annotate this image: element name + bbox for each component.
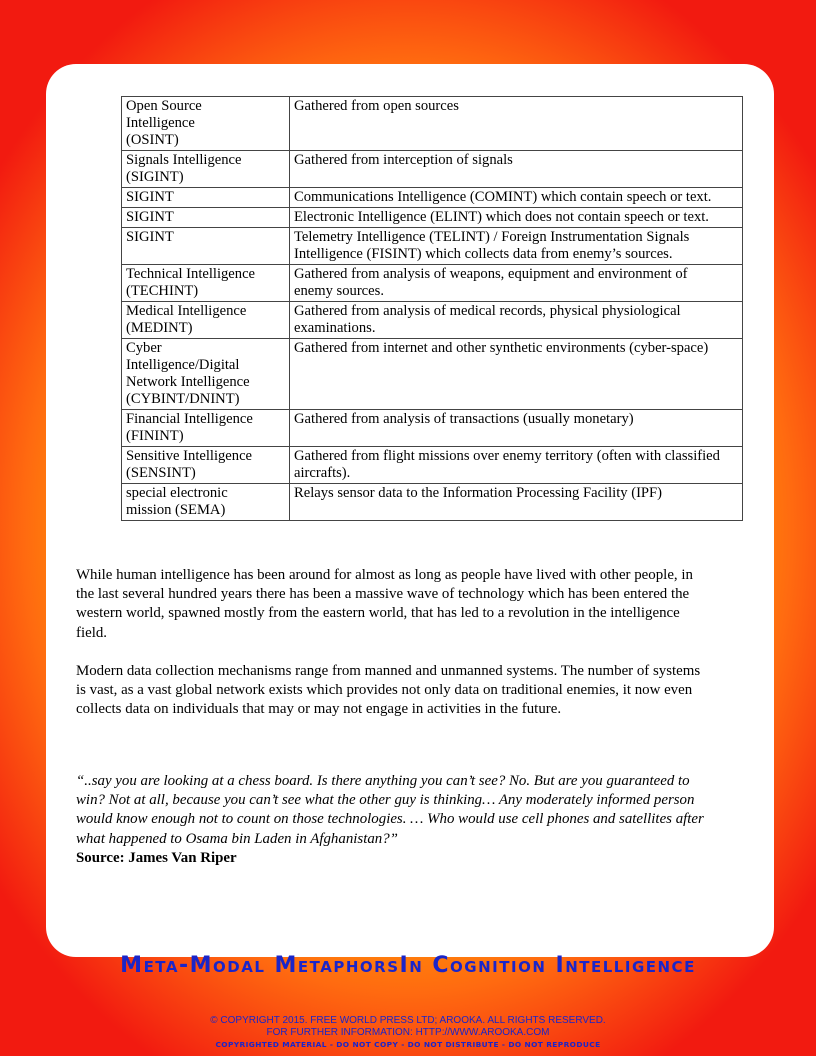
table-cell-type: Cyber Intelligence/Digital Network Intelligence (CYBINT/DNINT) — [122, 339, 290, 410]
quote-text: “..say you are looking at a chess board. Is there anything you can’t see? No. But are you guaranteed to win? Not at all, because you can’t see what the other guy is thinking… Any moderately informed person would know enough not to count on those technologies. … Who would use cell phones and satellites after what happened to Osama bin Laden in Afghanistan?” — [76, 773, 704, 847]
table-row — [122, 97, 743, 151]
table-row — [122, 339, 743, 410]
table-row — [122, 484, 743, 521]
table-cell-type: SIGINT — [122, 228, 290, 265]
table-cell-description: Gathered from open sources — [290, 97, 743, 151]
table-cell-type: Signals Intelligence (SIGINT) — [122, 151, 290, 188]
table-cell-description: Gathered from interception of signals — [290, 151, 743, 188]
table-cell-type: Sensitive Intelligence (SENSINT) — [122, 447, 290, 484]
table-cell-description: Gathered from internet and other synthetic environments (cyber-space) — [290, 339, 743, 410]
quote-source: Source: James Van Riper — [76, 849, 237, 866]
table-cell-type: Financial Intelligence (FININT) — [122, 410, 290, 447]
body-paragraph: Modern data collection mechanisms range from manned and unmanned systems. The number of systems is vast, as a vast global network exists which provides not only data on traditional enemies, it now even collects data on individuals that may or may not engage in activities in the future. — [76, 663, 701, 718]
table-row — [122, 302, 743, 339]
footer-title: Meta-Modal MetaphorsIn Cognition Intelligence — [120, 953, 696, 978]
table-row — [122, 410, 743, 447]
footer-notice: COPYRIGHTED MATERIAL - DO NOT COPY - DO NOT DISTRIBUTE - DO NOT REPRODUCE — [215, 1040, 601, 1049]
footer-copyright: © COPYRIGHT 2015. FREE WORLD PRESS LTD; AROOKA. ALL RIGHTS RESERVED. — [210, 1015, 606, 1026]
table-cell-type: special electronic mission (SEMA) — [122, 484, 290, 521]
table-cell-description: Gathered from analysis of medical records, physical physiological examinations. — [290, 302, 743, 339]
table-cell-description: Electronic Intelligence (ELINT) which does not contain speech or text. — [290, 208, 743, 228]
table-row — [122, 228, 743, 265]
table-cell-description: Relays sensor data to the Information Processing Facility (IPF) — [290, 484, 743, 521]
table-cell-type: Technical Intelligence (TECHINT) — [122, 265, 290, 302]
body-paragraph: While human intelligence has been around for almost as long as people have lived with other people, in the last several hundred years there has been a massive wave of technology which has been entered the western world, spawned mostly from the eastern world, that has led to a revolution in the intelligence field. — [76, 567, 693, 641]
table-cell-type: SIGINT — [122, 188, 290, 208]
table-row — [122, 188, 743, 208]
table-cell-description: Communications Intelligence (COMINT) which contain speech or text. — [290, 188, 743, 208]
table-cell-type: Open Source Intelligence (OSINT) — [122, 97, 290, 151]
table-row — [122, 151, 743, 188]
table-cell-type: SIGINT — [122, 208, 290, 228]
table-row — [122, 265, 743, 302]
table-cell-description: Gathered from analysis of transactions (usually monetary) — [290, 410, 743, 447]
table-cell-type: Medical Intelligence (MEDINT) — [122, 302, 290, 339]
quote-block — [76, 772, 706, 868]
table-cell-description: Telemetry Intelligence (TELINT) / Foreign Instrumentation Signals Intelligence (FISINT) which collects data from enemy’s sources. — [290, 228, 743, 265]
table-row — [122, 208, 743, 228]
footer-info: FOR FURTHER INFORMATION: HTTP://WWW.AROOKA.COM — [266, 1027, 550, 1038]
table-row — [122, 447, 743, 484]
intelligence-table — [121, 96, 743, 521]
table-cell-description: Gathered from flight missions over enemy territory (often with classified aircrafts). — [290, 447, 743, 484]
table-cell-description: Gathered from analysis of weapons, equipment and environment of enemy sources. — [290, 265, 743, 302]
